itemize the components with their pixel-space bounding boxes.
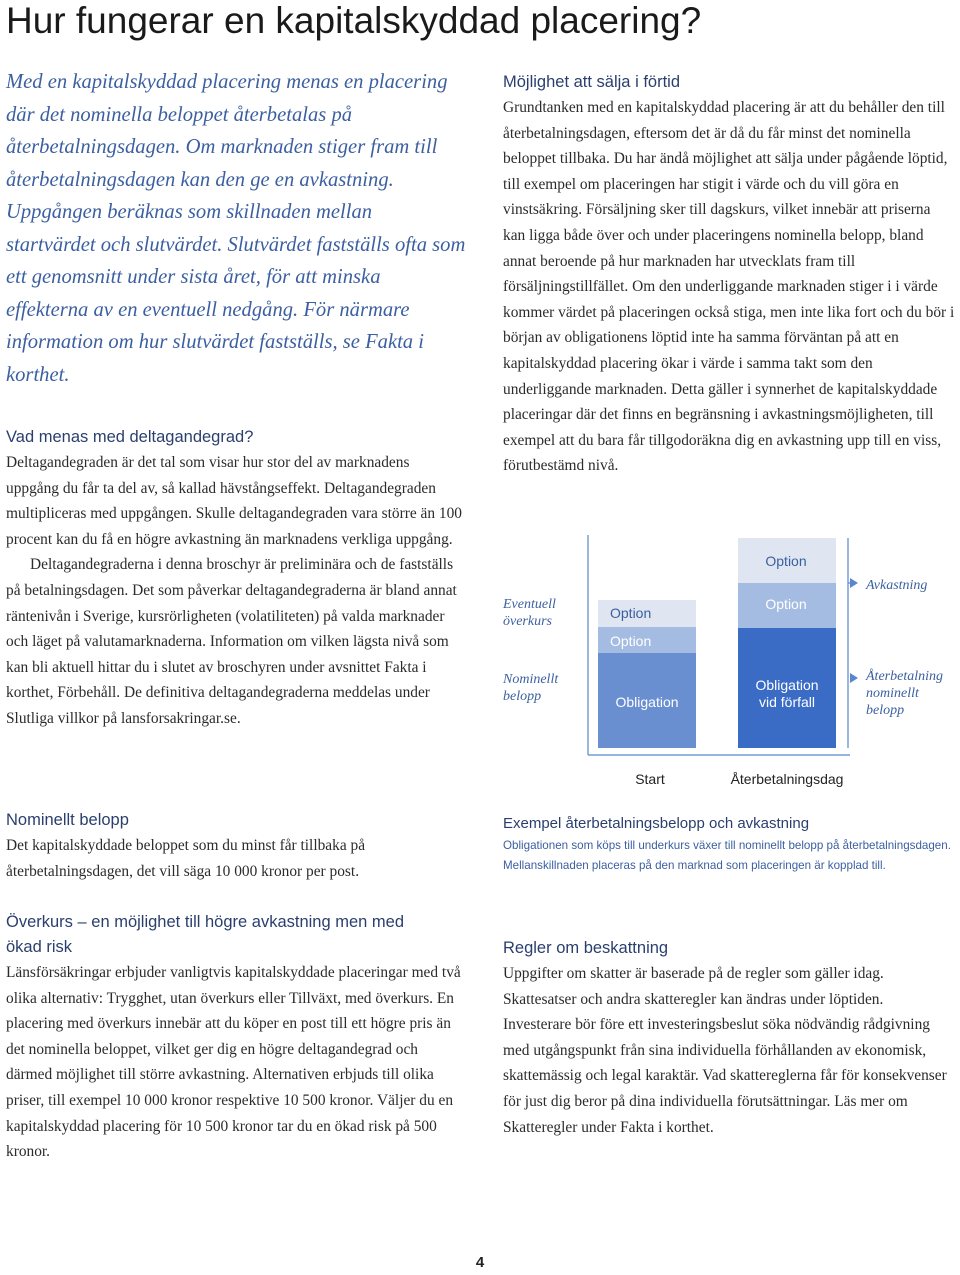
end-obligation-label-1: Obligation [755,677,819,693]
end-option-top-label: Option [765,553,807,569]
aterbetalning-label-3: belopp [866,703,905,718]
eventuell-label-1: Eventuell [503,597,556,612]
section-regler [503,936,955,1140]
section-deltagandegrad [6,425,462,732]
deltagandegrad-paragraph-2: Deltagandegraderna i denna broschyr är preliminära och de fastställs på betalningsdagen. Det som påverkar deltagandegraderna är bland annat räntenivån i Sverige, kursrörligheten (volatiliteten) på valda marknader och läget på valutamarknaderna. Information om vilken lägsta nivå som kan bli aktuell hittar du i slutet av broschyren under avsnittet Fakta i korthet, Förbehåll. De definitiva deltagandegraderna meddelas under Slutliga villkor på lansforsakringar.se. [6,556,457,727]
section-salja [503,70,955,479]
intro-paragraph: Med en kapitalskyddad placering menas en placering där det nominella beloppet återbetalas på återbetalningsdagen. Om marknaden stiger fram till återbetalningsdagen kan den ge en avkastning. Uppgången beräknas som skillnaden mellan startvärdet och slutvärdet. Slutvärdet fastställs ofta som ett genomsnitt under sista året, för att minska effekterna av en eventuell nedgång. För närmare information om hur slutvärdet fastställs, se Fakta i korthet. [6,71,466,386]
end-label: Återbetalningsdag [730,771,844,787]
intro-text [6,66,466,391]
avkastning-arrow-icon [850,578,858,588]
overkurs-paragraph: Länsförsäkringar erbjuder vanligtvis kapitalskyddade placeringar med två olika alternativ: Trygghet, utan överkurs eller Tillväxt, med överkurs. En placering med överkurs innebär att du köper en post till ett högre pris än det nominella beloppet, vilket ger dig en högre deltagandegrad och därmed möjlighet till större avkastning. Alternativen erbjuds till olika priser, till exempel 10 000 kronor respektive 10 500 kronor. Väljer du en kapitalskyddad placering för 10 500 kronor tar du en ökad risk på 500 kronor. [6,964,461,1161]
page-number: 4 [475,1254,485,1271]
heading-overkurs: Överkurs – en möjlighet till högre avkastning men med ökad risk [6,913,405,956]
repayment-diagram [500,530,960,800]
start-option-bottom-label: Option [610,633,652,649]
aterbetalning-label-1: Återbetalning [866,669,943,684]
regler-paragraph: Uppgifter om skatter är baserade på de regler som gäller idag. Skattesatser och andra skatteregler kan ändras under löptiden. Investerare bör före ett investeringsbeslut söka nödvändig rådgivning med utgångspunkt från sina individuella förhållanden av ekonomisk, skattemässig och legal karaktär. Vad skattereglerna får för konsekvenser för just dig beror på dina individuella förutsättningar. Läs mer om Skatteregler under Fakta i korthet. [503,965,947,1136]
page-title: Hur fungerar en kapitalskyddad placering? [6,0,702,41]
heading-exempel: Exempel återbetalningsbelopp och avkastning [503,815,810,832]
section-nominellt [6,808,462,884]
start-option-top-label: Option [610,605,652,621]
aterbetalning-arrow-icon [850,673,858,683]
section-overkurs [6,910,462,1165]
eventuell-label-2: överkurs [503,614,552,629]
salja-paragraph: Grundtanken med en kapitalskyddad placering är att du behåller den till återbetalningsdagen, eftersom det är då du får minst det nominella beloppet tillbaka. Du har ändå möjlighet att sälja under pågående löptid, till exempel om placeringen har stigit i värde och du vill göra en vinstsäkring. Försäljning sker till dagskurs, vilket innebär att priserna kan ligga både över och under placeringens nominella belopp, bland annat beroende på hur marknaden har utvecklats fram till försäljningstillfället. Om den underliggande marknaden stiger i i värde kommer värdet på placeringen också stiga, men inte lika fort och du bör i början av obligationens löptid inte ha samma förväntan på att en kapitalskyddad placering ökar i värde i samma takt som den underliggande marknaden. Detta gäller i synnerhet de kapitalskyddade placeringar där det finns en begränsning i avkastningsmöjligheten, till exempel att du bara får tillgodoräkna dig en avkastning upp till en viss, förutbestämd nivå. [503,99,955,475]
nominellt-label-2: belopp [503,689,542,704]
heading-regler: Regler om beskattning [503,939,669,957]
nominellt-label-1: Nominellt [503,672,559,687]
end-obligation-label-2: vid förfall [758,694,816,710]
deltagandegrad-paragraph-1: Deltagandegraden är det tal som visar hur stor del av marknadens uppgång du får ta del av, så kallad hävstångseffekt. Deltagandegraden multipliceras med uppgången. Skulle deltagandegraden vara större än 100 procent kan du få en högre avkastning än marknadens verkliga uppgång. [6,454,463,548]
heading-deltagandegrad: Vad menas med deltagandegrad? [6,428,254,446]
section-exempel [503,812,955,876]
nominellt-paragraph: Det kapitalskyddade beloppet som du minst får tillbaka på återbetalningsdagen, det vill säga 10 000 kronor per post. [6,837,366,880]
avkastning-label: Avkastning [866,578,928,593]
start-label: Start [635,771,665,787]
heading-salja: Möjlighet att sälja i förtid [503,73,680,91]
heading-nominellt: Nominellt belopp [6,811,129,829]
exempel-caption: Obligationen som köps till underkurs växer till nominellt belopp på återbetalningsdagen. Mellanskillnaden placeras på den marknad som placeringen är kopplad till. [503,839,951,872]
aterbetalning-label-2: nominellt [866,686,919,701]
end-option-bottom-label: Option [765,596,807,612]
start-obligation-label: Obligation [615,694,679,710]
